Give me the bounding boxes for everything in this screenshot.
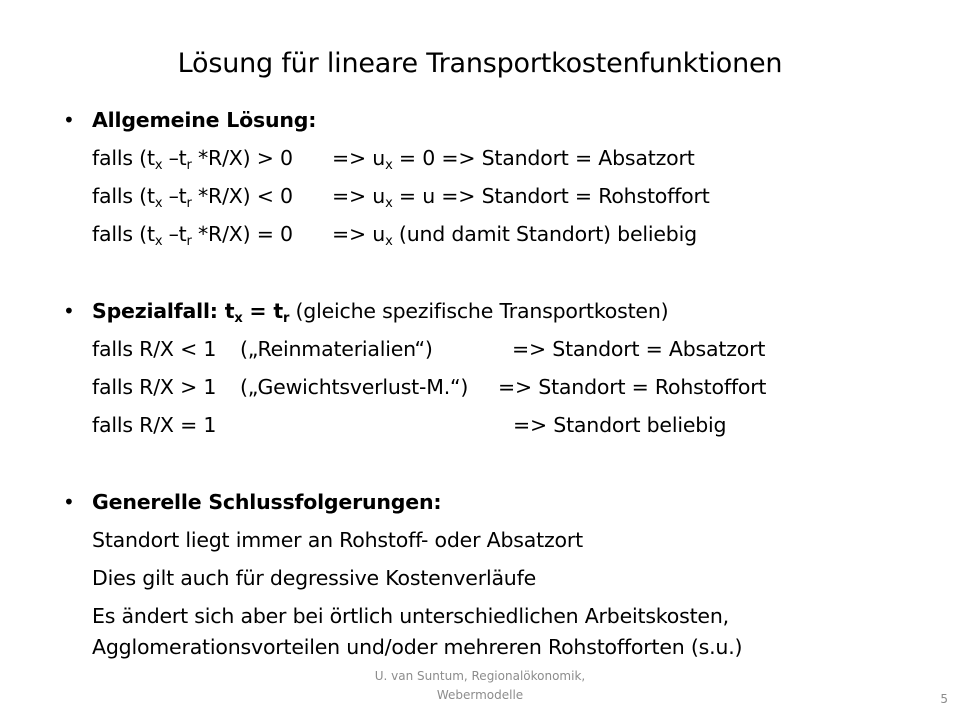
page-number: 5: [940, 692, 948, 706]
conclusion-line: Es ändert sich aber bei örtlich unterschiedlichen Arbeitskosten,: [92, 604, 729, 628]
conclusion-line: Dies gilt auch für degressive Kostenverläufe: [92, 566, 537, 590]
section-heading-general-solution: Allgemeine Lösung:: [92, 108, 317, 132]
slide-title: Lösung für lineare Transportkostenfunktionen: [177, 48, 783, 79]
ratio-line: falls R/X = 1 => Standort beliebig: [92, 413, 727, 437]
conclusion-line: Agglomerationsvorteilen und/oder mehreren Rohstofforten (s.u.): [92, 635, 743, 659]
ratio-line: falls R/X < 1 („Reinmaterialien“) => Standort = Absatzort: [92, 337, 766, 361]
conclusion-line: Standort liegt immer an Rohstoff- oder Absatzort: [92, 528, 583, 552]
bullet-icon: •: [63, 299, 75, 323]
condition-line: falls ($t_x$ $-t_r$ *R/X) > 0 => $u_x = 0$ => Standort = Absatzort: [92, 146, 695, 173]
condition-line: falls ($t_x$ $-t_r$ *R/X) = 0 => $u_x$ (und damit Standort) beliebig: [92, 222, 697, 249]
section-heading-conclusions: Generelle Schlussfolgerungen:: [92, 490, 442, 514]
bullet-icon: •: [63, 108, 75, 132]
condition-line: falls ($t_x$ $-t_r$ *R/X) < 0 => $u_x = u$ => Standort = Rohstoffort: [92, 184, 710, 211]
footer-text: U. van Suntum, Regionalökonomik, Webermodelle: [374, 669, 586, 702]
bullet-icon: •: [63, 490, 75, 514]
section-heading-special-case: Spezialfall: $t_x = t_r$ (gleiche spezifische Transportkosten): [92, 299, 669, 326]
ratio-line: falls R/X > 1 („Gewichtsverlust-M.“) => Standort = Rohstoffort: [92, 375, 767, 399]
